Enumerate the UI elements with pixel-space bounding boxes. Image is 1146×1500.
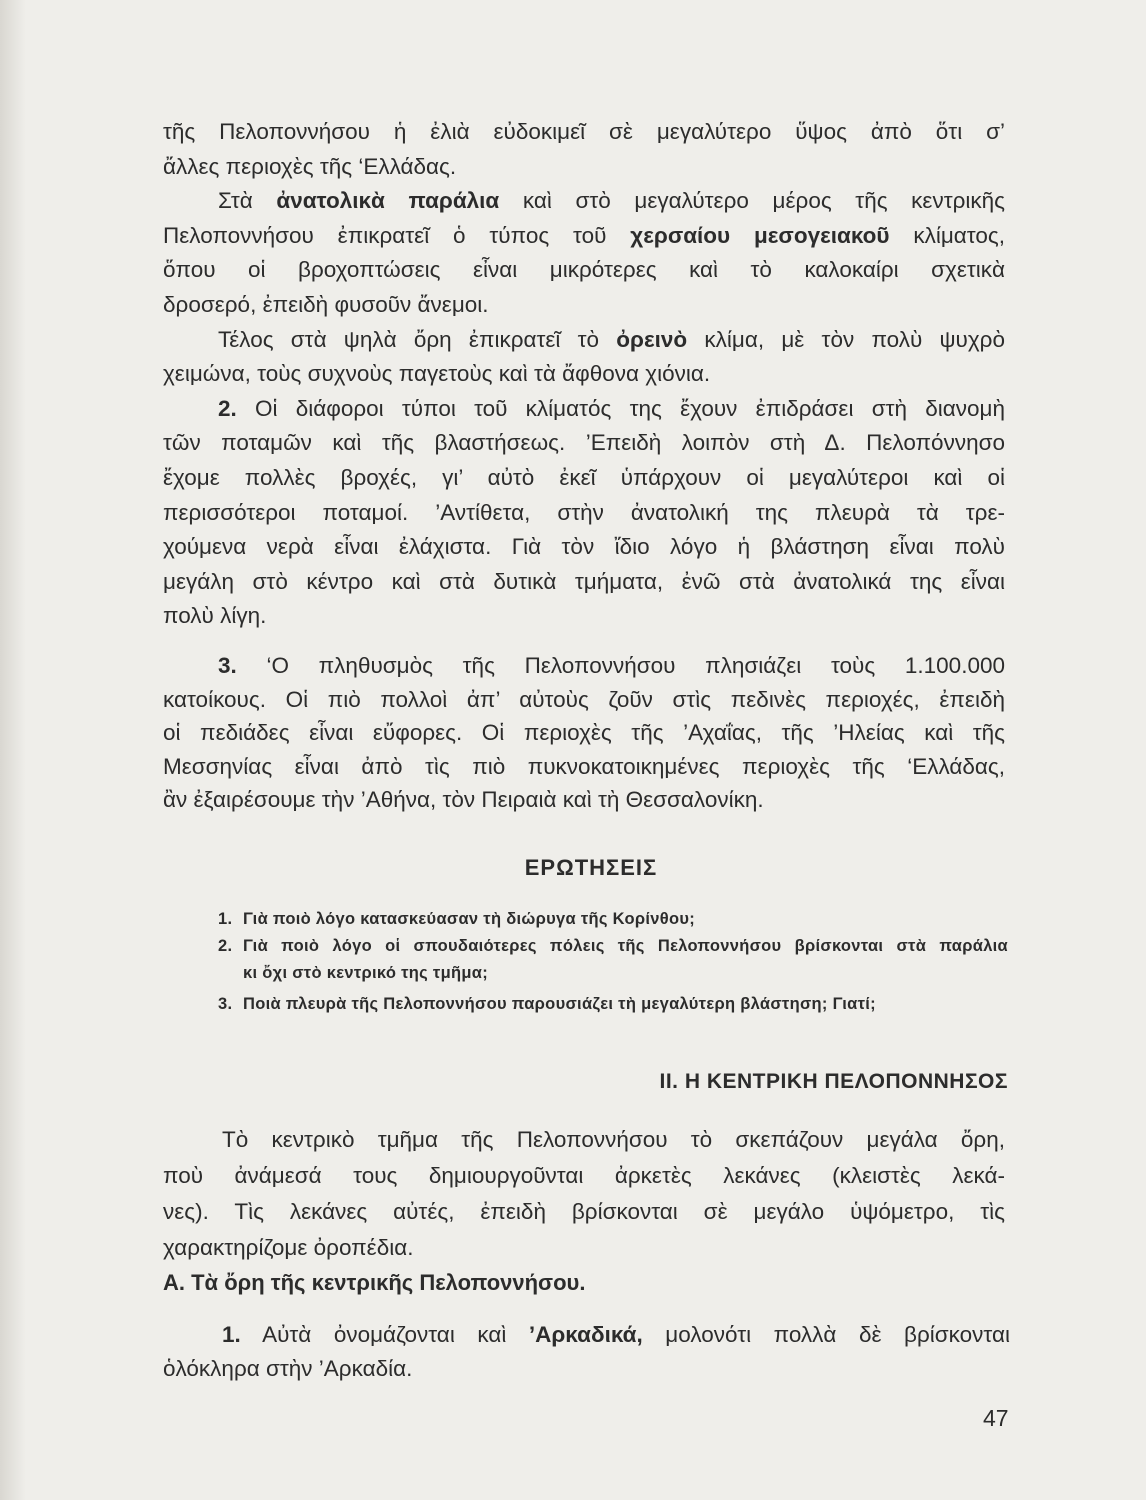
body-line xyxy=(163,649,1005,683)
text-segment: κλίματος, xyxy=(889,222,1005,248)
text-segment: Στὰ xyxy=(218,188,277,214)
questions-list xyxy=(218,906,1008,1018)
text-segment: μολονότι πολλὰ δὲ βρίσκονται xyxy=(642,1322,1010,1347)
paragraph-number: 1. xyxy=(222,1322,241,1347)
body-line: ἔχομε πολλὲς βροχές, γι’ αὐτὸ ἐκεῖ ὑπάρχουν οἱ μεγαλύτεροι καὶ οἱ xyxy=(163,464,1005,490)
body-line: μεγάλη στὸ κέντρο καὶ στὰ δυτικὰ τμήματα, ἐνῶ στὰ ἀνατολικά της εἶναι xyxy=(163,568,1005,594)
text-segment: Πελοποννήσου ἐπικρατεῖ ὁ τύπος τοῦ xyxy=(163,222,631,248)
body-line: χούμενα νερὰ εἶναι ἐλάχιστα. Γιὰ τὸν ἴδιο λόγο ἡ βλάστηση εἶναι πολὺ xyxy=(163,534,1005,560)
body-line: ἄλλες περιοχὲς τῆς ‘Ελλάδας. xyxy=(163,153,457,179)
question-number: 1. xyxy=(218,910,233,928)
subsection-heading: Α. Τὰ ὄρη τῆς κεντρικῆς Πελοποννήσου. xyxy=(163,1270,586,1295)
text-segment: καὶ στὸ μεγαλύτερο μέρος τῆς κεντρικῆς xyxy=(499,188,1005,214)
body-line xyxy=(163,184,1005,219)
question-item xyxy=(218,906,1008,933)
section-heading: II. Η ΚΕΝΤΡΙΚΗ ΠΕΛΟΠΟΝΝΗΣΟΣ xyxy=(659,1070,1008,1093)
body-line: τῶν ποταμῶν καὶ τῆς βλαστήσεως. ’Επειδὴ λοιπὸν στὴ Δ. Πελοπόννησο xyxy=(163,430,1005,456)
body-line xyxy=(163,392,1005,427)
population-text xyxy=(163,649,1005,817)
question-text: Γιὰ ποιὸ λόγο οἱ σπουδαιότερες πόλεις τῆς Πελοποννήσου βρίσκονται στὰ παράλια xyxy=(243,937,1008,955)
text-segment: ‘Ο πληθυσμὸς τῆς Πελοποννήσου πλησιάζει τοὺς 1.100.000 xyxy=(236,653,1005,678)
central-intro-text xyxy=(163,1122,1005,1266)
question-number: 2. xyxy=(218,937,233,955)
mountains-text xyxy=(163,1318,1010,1385)
bold-term: χερσαίου μεσογειακοῦ xyxy=(630,222,890,248)
body-line: χαρακτηρίζομε ὀροπέδια. xyxy=(163,1235,414,1260)
body-line: τῆς Πελοποννήσου ἡ ἐλιὰ εὐδοκιμεῖ σὲ μεγαλύτερο ὕψος ἀπὸ ὅτι σ’ xyxy=(163,119,1005,144)
paragraph-number: 3. xyxy=(218,653,237,678)
text-segment: Αὐτὰ ὀνομάζονται καὶ xyxy=(240,1322,529,1347)
body-line: ὅπου οἱ βροχοπτώσεις εἶναι μικρότερες καὶ τὸ καλοκαίρι σχετικὰ xyxy=(163,257,1005,283)
climate-text xyxy=(163,115,1005,634)
question-text: Ποιὰ πλευρὰ τῆς Πελοποννήσου παρουσιάζει τὴ μεγαλύτερη βλάστηση; Γιατί; xyxy=(243,995,876,1013)
body-line: ἂν ἐξαιρέσουμε τὴν ’Αθήνα, τὸν Πειραιὰ καὶ τὴ Θεσσαλονίκη. xyxy=(163,787,764,812)
body-line: κατοίκους. Οἱ πιὸ πολλοὶ ἀπ’ αὐτοὺς ζοῦν στὶς πεδινὲς περιοχές, ἐπειδὴ xyxy=(163,686,1005,712)
body-line: ποὺ ἀνάμεσά τους δημιουργοῦνται ἀρκετὲς λεκάνες (κλειστὲς λεκά- xyxy=(163,1163,1005,1188)
page-number: 47 xyxy=(983,1405,1009,1431)
body-line: Μεσσηνίας εἶναι ἀπὸ τὶς πιὸ πυκνοκατοικημένες περιοχὲς τῆς ‘Ελλάδας, xyxy=(163,753,1005,779)
body-line xyxy=(163,219,1005,254)
question-number: 3. xyxy=(218,995,233,1013)
question-text: Γιὰ ποιὸ λόγο κατασκεύασαν τὴ διώρυγα τῆς Κορίνθου; xyxy=(243,910,696,928)
question-item xyxy=(218,933,1008,960)
text-segment: Οἱ διάφοροι τύποι τοῦ κλίματός της ἔχουν ἐπιδράσει στὴ διανομὴ xyxy=(236,395,1005,421)
bold-term: ’Αρκαδικά, xyxy=(528,1322,643,1347)
paragraph-number: 2. xyxy=(218,395,237,421)
body-line: χειμώνα, τοὺς συχνοὺς παγετοὺς καὶ τὰ ἄφθονα χιόνια. xyxy=(163,361,711,387)
body-line xyxy=(163,1318,1010,1352)
body-line xyxy=(163,323,1005,358)
question-continuation: κι ὄχι στὸ κεντρικό της τμῆμα; xyxy=(243,964,488,982)
text-segment: κλίμα, μὲ τὸν πολὺ ψυχρὸ xyxy=(687,326,1005,352)
body-line: δροσερό, ἐπειδὴ φυσοῦν ἄνεμοι. xyxy=(163,291,489,317)
body-line: νες). Τὶς λεκάνες αὐτές, ἐπειδὴ βρίσκονται σὲ μεγάλο ὑψόμετρο, τὶς xyxy=(163,1199,1005,1224)
body-line: ὁλόκληρα στὴν ’Αρκαδία. xyxy=(163,1355,413,1381)
body-line: οἱ πεδιάδες εἶναι εὔφορες. Οἱ περιοχὲς τῆς ’Αχαΐας, τῆς ’Ηλείας καὶ τῆς xyxy=(163,720,1005,745)
bold-term: ἀνατολικὰ παράλια xyxy=(276,188,500,214)
bold-term: ὀρεινὸ xyxy=(616,326,688,352)
body-line: πολὺ λίγη. xyxy=(163,603,267,629)
question-item xyxy=(218,991,1008,1018)
questions-heading: ΕΡΩΤΗΣΕΙΣ xyxy=(524,855,658,880)
text-segment: Τέλος στὰ ψηλὰ ὄρη ἐπικρατεῖ τὸ xyxy=(218,326,617,352)
body-line: Τὸ κεντρικὸ τμῆμα τῆς Πελοποννήσου τὸ σκεπάζουν μεγάλα ὄρη, xyxy=(222,1127,1005,1152)
body-line: περισσότεροι ποταμοί. ’Αντίθετα, στὴν ἀνατολική της πλευρὰ τὰ τρε- xyxy=(163,499,1005,525)
